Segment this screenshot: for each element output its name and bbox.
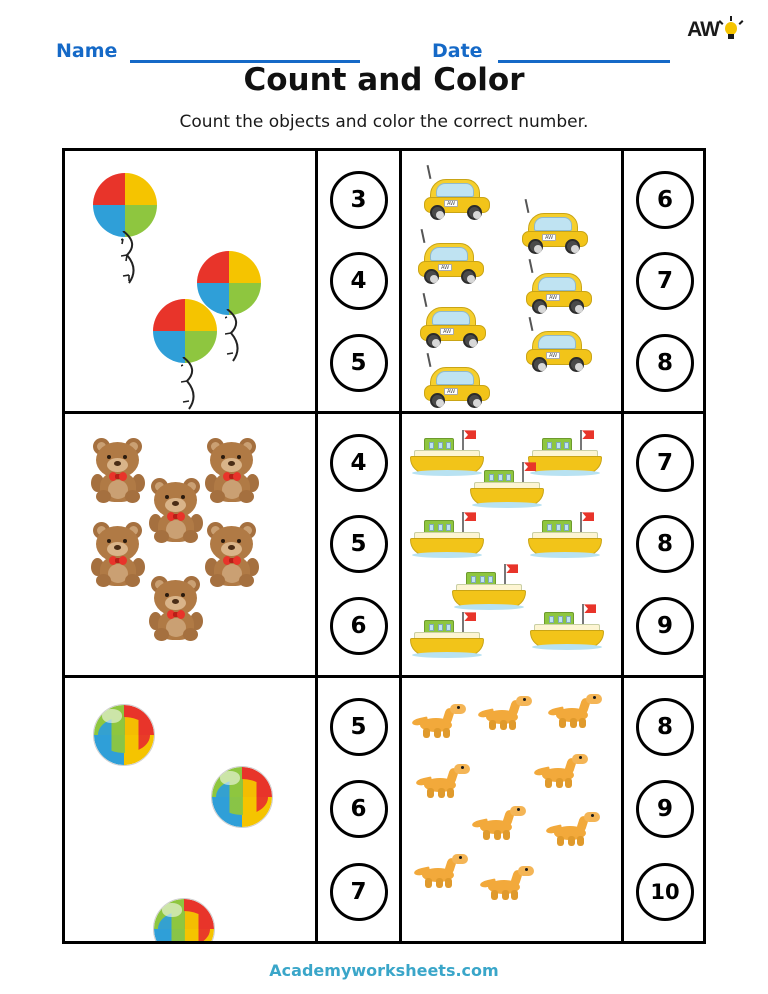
number-option[interactable]: 3 <box>330 171 388 229</box>
objects-cell-bears <box>65 414 318 677</box>
car-icon: AW <box>422 175 494 221</box>
objects-cell-cars <box>402 151 624 414</box>
dinosaur-icon <box>416 764 472 798</box>
kite-icon <box>93 173 157 291</box>
number-option[interactable]: 5 <box>330 515 388 573</box>
dinosaur-icon <box>478 696 534 730</box>
logo-text: AW <box>687 18 719 41</box>
objects-cell-dinosaurs <box>402 678 624 941</box>
beach-ball-icon <box>93 704 155 766</box>
car-icon: AW <box>416 239 488 285</box>
car-icon: AW <box>422 363 494 409</box>
number-option[interactable]: 5 <box>330 698 388 756</box>
lightbulb-icon <box>720 18 742 42</box>
car-icon: AW <box>520 209 592 255</box>
teddy-bear-icon <box>145 476 207 544</box>
date-label: Date <box>432 40 483 62</box>
number-option[interactable]: 9 <box>636 780 694 838</box>
number-option[interactable]: 7 <box>330 863 388 921</box>
car-icon: AW <box>524 269 596 315</box>
dinosaur-icon <box>480 866 536 900</box>
number-options-row1-left <box>318 151 402 414</box>
number-option[interactable]: 7 <box>636 434 694 492</box>
dinosaur-icon <box>548 694 604 728</box>
number-options-row2-right <box>624 414 706 677</box>
name-label: Name <box>56 40 118 62</box>
number-option[interactable]: 4 <box>330 434 388 492</box>
beach-ball-icon <box>153 898 215 941</box>
teddy-bear-icon <box>87 436 149 504</box>
number-option[interactable]: 8 <box>636 515 694 573</box>
teddy-bear-icon <box>201 436 263 504</box>
boat-icon <box>470 460 544 508</box>
objects-cell-boats <box>402 414 624 677</box>
dinosaur-icon <box>546 812 602 846</box>
number-option[interactable]: 7 <box>636 252 694 310</box>
boat-icon <box>410 610 484 658</box>
dinosaur-icon <box>534 754 590 788</box>
teddy-bear-icon <box>201 520 263 588</box>
car-icon: AW <box>418 303 490 349</box>
car-icon: AW <box>524 327 596 373</box>
footer-credit: Academyworksheets.com <box>269 961 499 980</box>
number-option[interactable]: 5 <box>330 334 388 392</box>
dinosaur-icon <box>412 704 468 738</box>
number-options-row3-left <box>318 678 402 941</box>
page-title: Count and Color <box>243 62 525 98</box>
brand-logo <box>687 18 742 42</box>
number-option[interactable]: 10 <box>636 863 694 921</box>
number-option[interactable]: 9 <box>636 597 694 655</box>
number-option[interactable]: 6 <box>636 171 694 229</box>
boat-icon <box>528 510 602 558</box>
teddy-bear-icon <box>145 574 207 642</box>
boat-icon <box>410 510 484 558</box>
number-options-row2-left <box>318 414 402 677</box>
kite-icon <box>197 251 261 369</box>
dinosaur-icon <box>414 854 470 888</box>
worksheet-header <box>0 0 768 146</box>
teddy-bear-icon <box>87 520 149 588</box>
boat-icon <box>530 602 604 650</box>
objects-cell-kites <box>65 151 318 414</box>
beach-ball-icon <box>211 766 273 828</box>
objects-cell-balls <box>65 678 318 941</box>
boat-icon <box>452 562 526 610</box>
number-option[interactable]: 4 <box>330 252 388 310</box>
number-option[interactable]: 6 <box>330 597 388 655</box>
number-options-row1-right <box>624 151 706 414</box>
number-options-row3-right <box>624 678 706 941</box>
number-option[interactable]: 8 <box>636 334 694 392</box>
dinosaur-icon <box>472 806 528 840</box>
number-option[interactable]: 8 <box>636 698 694 756</box>
page-instructions: Count the objects and color the correct number. <box>179 112 589 132</box>
number-option[interactable]: 6 <box>330 780 388 838</box>
worksheet-grid <box>62 148 706 944</box>
